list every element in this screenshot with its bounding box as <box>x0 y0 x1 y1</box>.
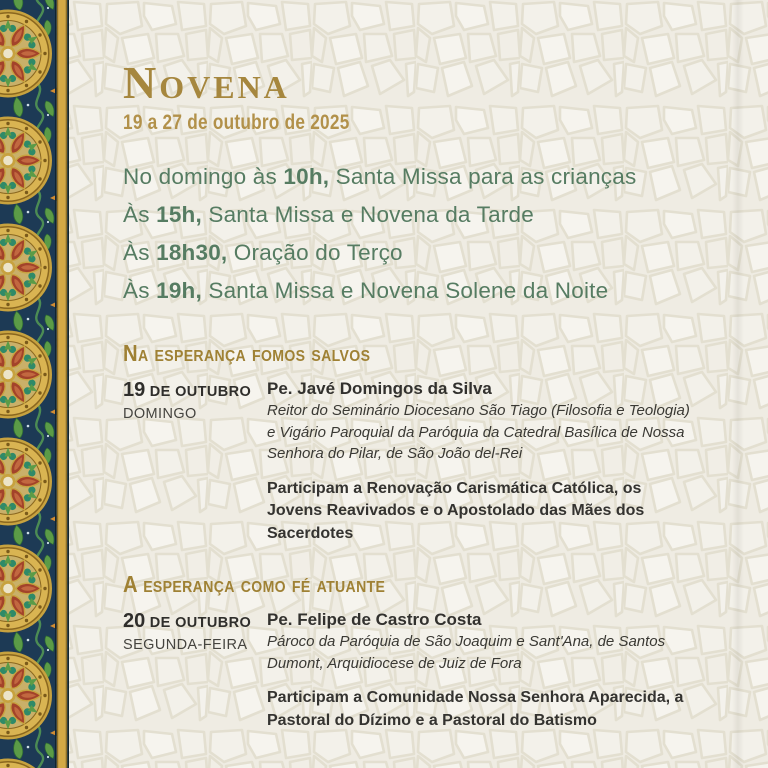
day1-info <box>267 378 695 545</box>
day2-row <box>123 609 695 732</box>
poster-content <box>123 0 695 732</box>
day-section-19-october <box>123 340 695 545</box>
mass-schedule-list <box>123 158 695 310</box>
day1-date <box>123 379 267 402</box>
day1-number: 19 <box>123 379 146 401</box>
schedule-line-15h: Às 15h, Santa Missa e Novena da Tarde <box>123 202 534 227</box>
day2-priest-role: Pároco da Paróquia de São Joaquim e Sant'Ana, de Santos Dumont, Arquidiocese de Juiz de Fora <box>267 633 666 672</box>
section-heading-day2: A esperança como fé atuante <box>123 571 386 597</box>
day2-month: DE OUTUBRO <box>149 615 252 631</box>
day2-weekday: SEGUNDA-FEIRA <box>123 637 248 653</box>
day1-date-column <box>123 378 267 545</box>
day1-participants: Participam a Renovação Carismática Católica, os Jovens Reavivados e o Apostolado das Mães dos Sacerdotes <box>267 479 645 542</box>
schedule-line-18h30: Às 18h30, Oração do Terço <box>123 240 403 265</box>
paper-crease-shadow <box>732 0 744 768</box>
day2-info <box>267 609 695 732</box>
day1-priest-role: Reitor do Seminário Diocesano São Tiago (Filosofia e Teologia) e Vigário Paroquial da Paróquia da Catedral Basílica de Nossa Senhora do Pilar, de São João del-Rei <box>267 402 690 462</box>
day1-weekday: DOMINGO <box>123 406 197 422</box>
day2-date-column <box>123 609 267 732</box>
day1-month: DE OUTUBRO <box>149 384 252 400</box>
page-title: Novena <box>123 57 290 108</box>
illuminated-floral-border-icon <box>0 0 70 768</box>
day2-date <box>123 610 267 633</box>
day2-participants: Participam a Comunidade Nossa Senhora Aparecida, a Pastoral do Dízimo e a Pastoral do Batismo <box>267 689 684 729</box>
schedule-line-sunday-10h: No domingo às 10h, Santa Missa para as crianças <box>123 164 637 189</box>
day-section-20-october <box>123 571 695 732</box>
day2-number: 20 <box>123 610 146 632</box>
schedule-line-19h: Às 19h, Santa Missa e Novena Solene da Noite <box>123 278 609 303</box>
date-range-subtitle: 19 a 27 de outubro de 2025 <box>123 111 350 134</box>
section-heading-day1: Na esperança fomos salvos <box>123 340 371 366</box>
day1-priest-name: Pe. Javé Domingos da Silva <box>267 379 492 398</box>
day1-row <box>123 378 695 545</box>
day2-priest-name: Pe. Felipe de Castro Costa <box>267 610 482 629</box>
